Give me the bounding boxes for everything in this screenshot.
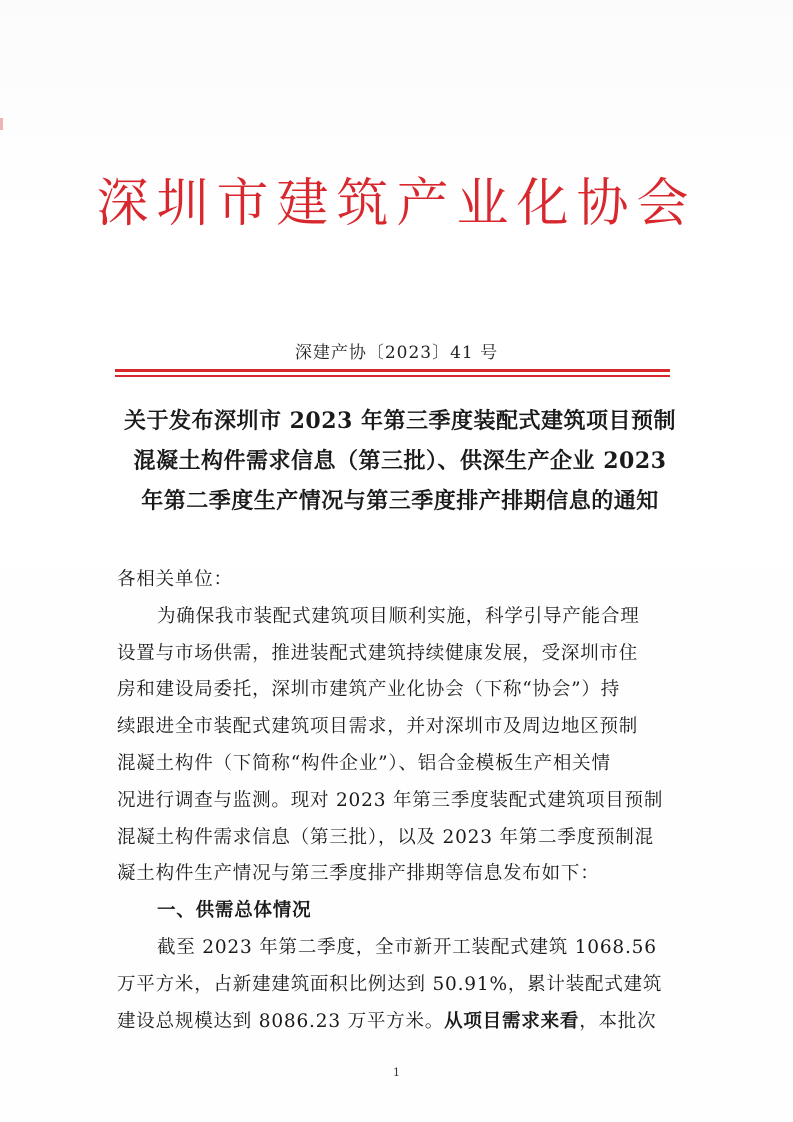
scan-edge-mark [0, 118, 3, 130]
paragraph-line [117, 1004, 697, 1041]
notice-body [117, 562, 697, 1040]
paragraph-line: 截至 2023 年第二季度，全市新开工装配式建筑 1068.56 [157, 936, 657, 958]
red-divider-thin [115, 375, 670, 377]
emphasis-text: 从项目需求来看 [444, 1010, 580, 1032]
organization-header: 深圳市建筑产业化协会 [96, 174, 697, 234]
paragraph-line: 房和建设局委托，深圳市建筑产业化协会（下称“协会”）持 [117, 679, 621, 701]
paragraph-line: 万平方米，占新建建筑面积比例达到 50.91%，累计装配式建筑 [117, 973, 663, 995]
title-line: 混凝土构件需求信息（第三批）、供深生产企业 2023 [133, 448, 667, 474]
title-line: 关于发布深圳市 2023 年第三季度装配式建筑项目预制 [123, 408, 677, 434]
document-number: 深建产协〔2023〕41 号 [294, 343, 499, 363]
paragraph-line: 况进行调查与监测。现对 2023 年第三季度装配式建筑项目预制 [117, 789, 664, 811]
salutation: 各相关单位： [117, 569, 233, 590]
paragraph-line: 混凝土构件（下简称“构件企业”）、铝合金模板生产相关情 [117, 752, 611, 774]
page-number: 1 [393, 1066, 400, 1079]
text-run: ，本批次 [579, 1010, 657, 1032]
paragraph-line: 设置与市场供需，推进装配式建筑持续健康发展，受深圳市住 [117, 642, 639, 664]
red-divider-thick [115, 369, 670, 372]
paragraph-line: 为确保我市装配式建筑项目顺利实施，科学引导产能合理 [157, 605, 640, 627]
title-line: 年第二季度生产情况与第三季度排产排期信息的通知 [141, 488, 659, 514]
paragraph-line: 续跟进全市装配式建筑项目需求，并对深圳市及周边地区预制 [117, 716, 639, 738]
paragraph-line: 混凝土构件需求信息（第三批），以及 2023 年第二季度预制混 [117, 826, 654, 848]
paragraph-line: 凝土构件生产情况与第三季度排产排期等信息发布如下： [117, 863, 600, 885]
notice-title [105, 401, 695, 521]
section-heading: 一、供需总体情况 [157, 900, 312, 922]
text-run: 建设总规模达到 8086.23 万平方米。 [117, 1010, 445, 1032]
